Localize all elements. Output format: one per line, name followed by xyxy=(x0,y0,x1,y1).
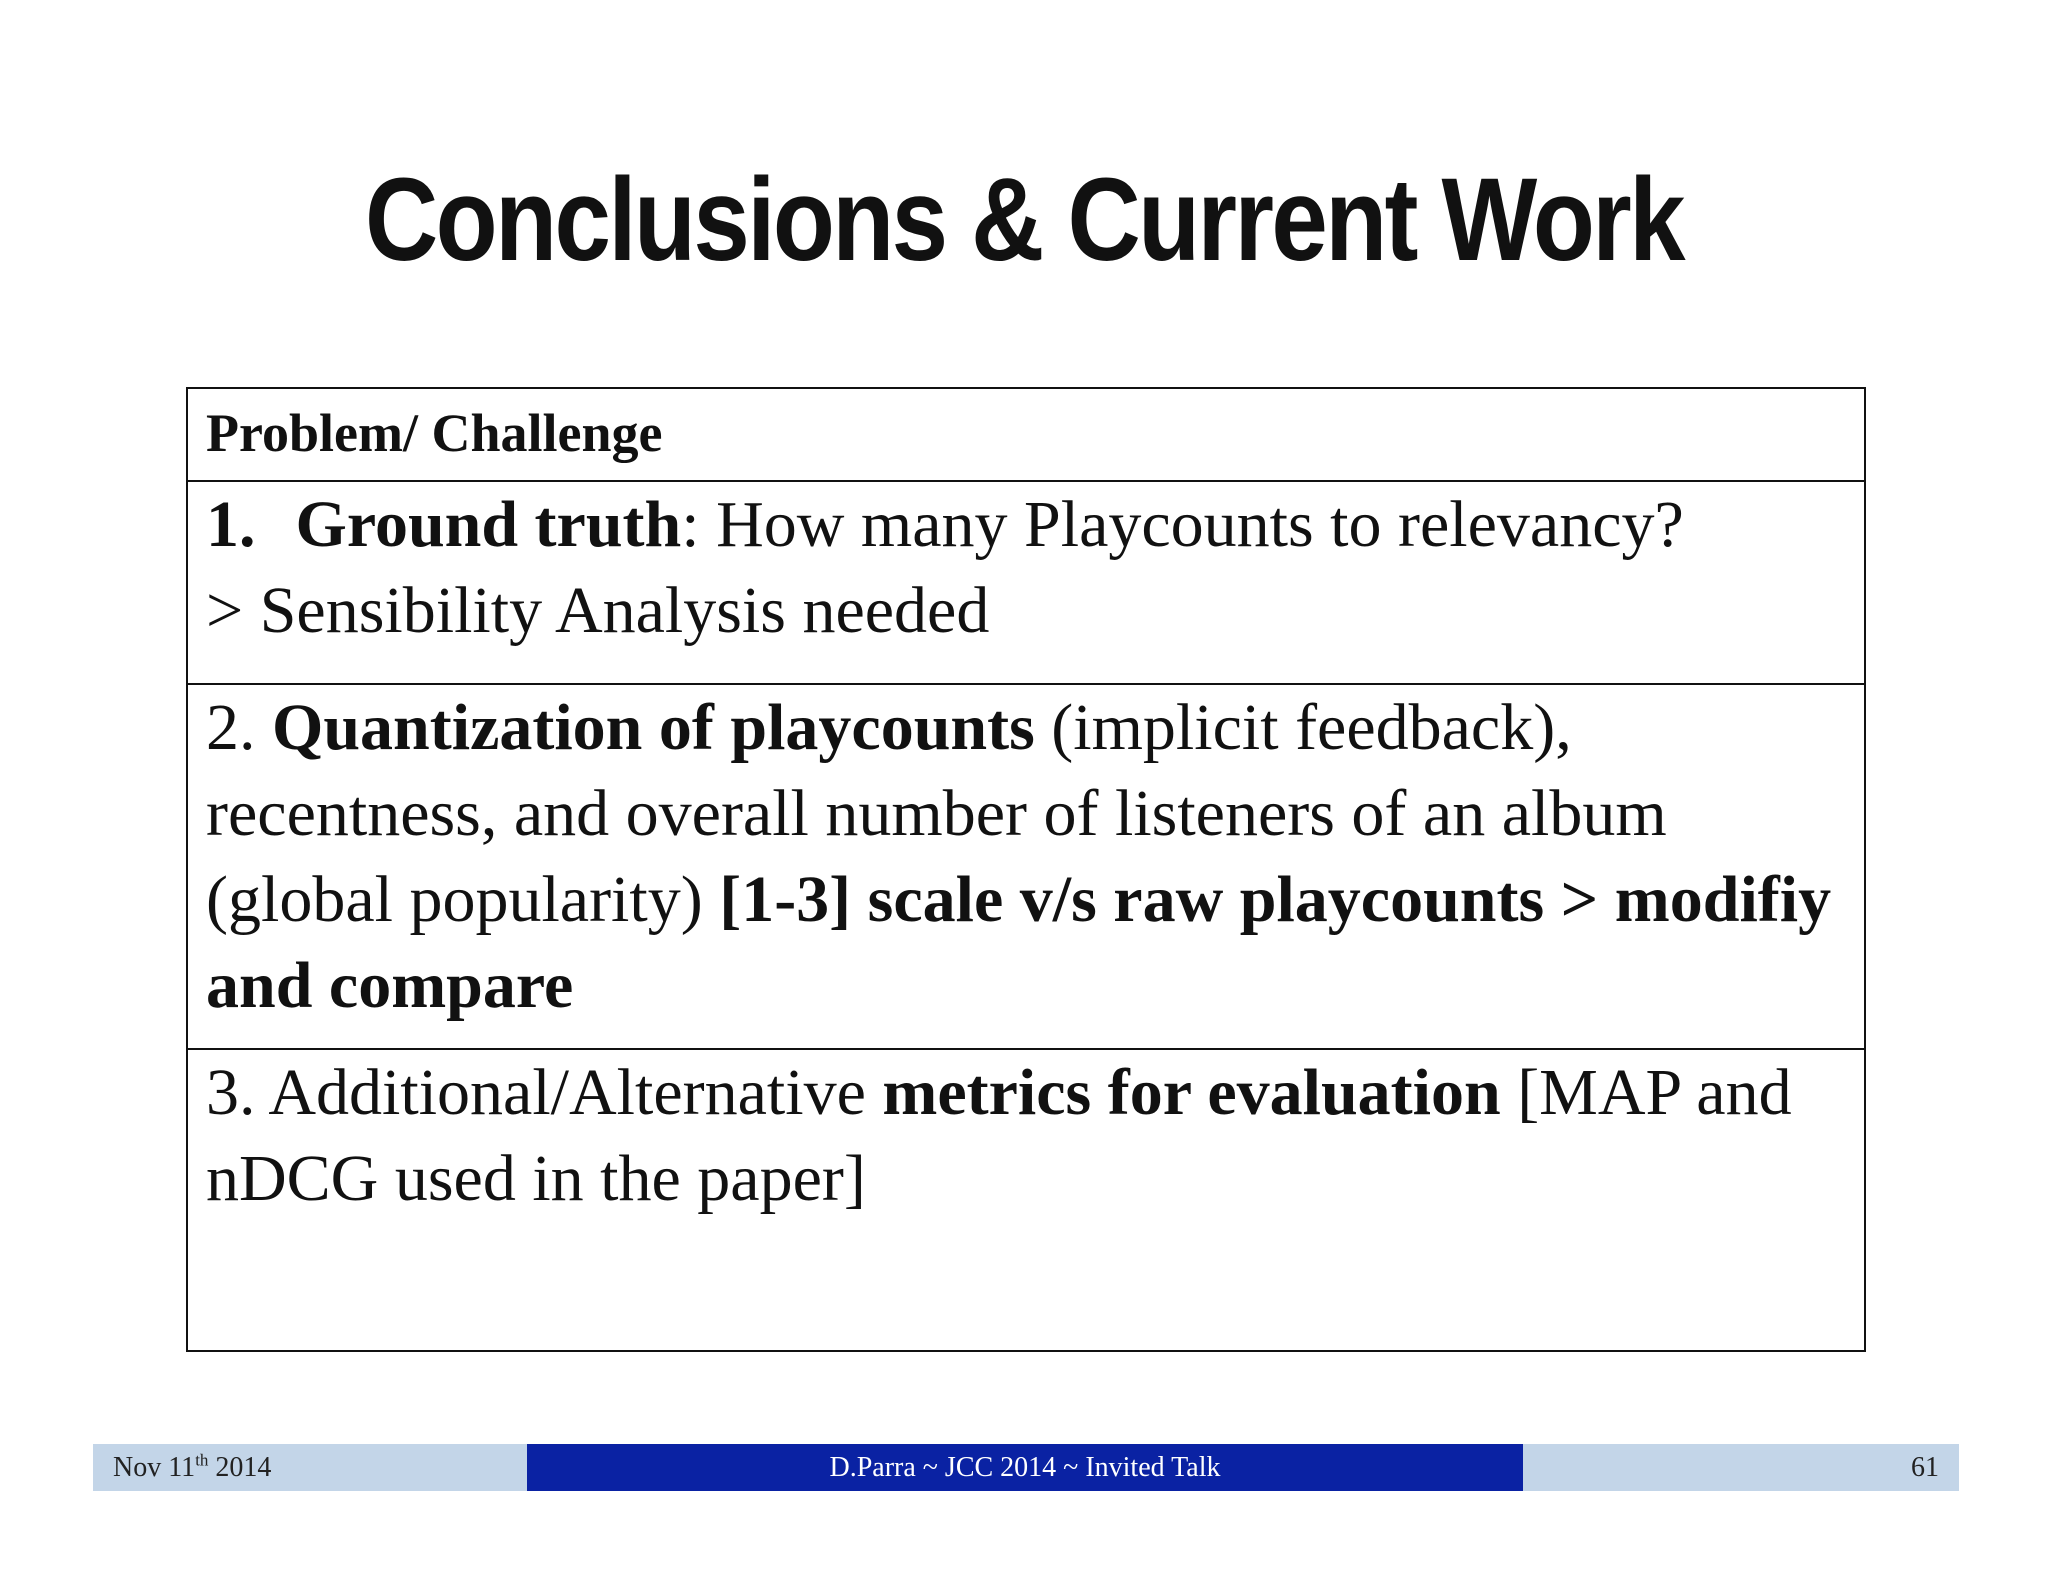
footer-center-text: D.Parra ~ JCC 2014 ~ Invited Talk xyxy=(527,1444,1523,1491)
item-3-prefix: 3. Additional/Alternative xyxy=(206,1056,883,1129)
footer-date-main: Nov 11 xyxy=(113,1452,196,1483)
footer-date-sup: th xyxy=(195,1450,209,1470)
footer-date-year: 2014 xyxy=(208,1452,272,1483)
footer-date xyxy=(93,1444,527,1491)
table-header-row xyxy=(187,388,1865,481)
challenge-item-1 xyxy=(187,481,1865,684)
item-2-text: (implicit feedback), recentness, and overall number of listeners of an album (global popularity) xyxy=(206,691,1667,936)
slide-footer xyxy=(93,1444,1959,1491)
challenge-item-2 xyxy=(187,684,1865,1049)
item-1-line2: > Sensibility Analysis needed xyxy=(206,574,990,647)
item-1-text: : How many Playcounts to relevancy? xyxy=(681,488,1684,561)
challenge-item-3 xyxy=(187,1049,1865,1351)
table-row xyxy=(187,684,1865,1049)
challenge-table xyxy=(186,387,1866,1352)
footer-page-number: 61 xyxy=(1523,1444,1959,1491)
item-2-number: 2. xyxy=(206,691,272,764)
item-2-bold-tail: [1-3] scale v/s raw playcounts > modifiy and compare xyxy=(206,863,1832,1022)
item-3-text: [MAP and nDCG used in the paper] xyxy=(206,1056,1792,1215)
item-1-number: 1. xyxy=(206,488,256,561)
item-2-term: Quantization of playcounts xyxy=(272,691,1035,764)
table-row xyxy=(187,1049,1865,1351)
table-row xyxy=(187,481,1865,684)
item-3-term: metrics for evaluation xyxy=(882,1056,1501,1129)
table-header-cell: Problem/ Challenge xyxy=(187,388,1865,481)
slide-title: Conclusions & Current Work xyxy=(364,154,1684,286)
item-1-term: Ground truth xyxy=(295,488,682,561)
